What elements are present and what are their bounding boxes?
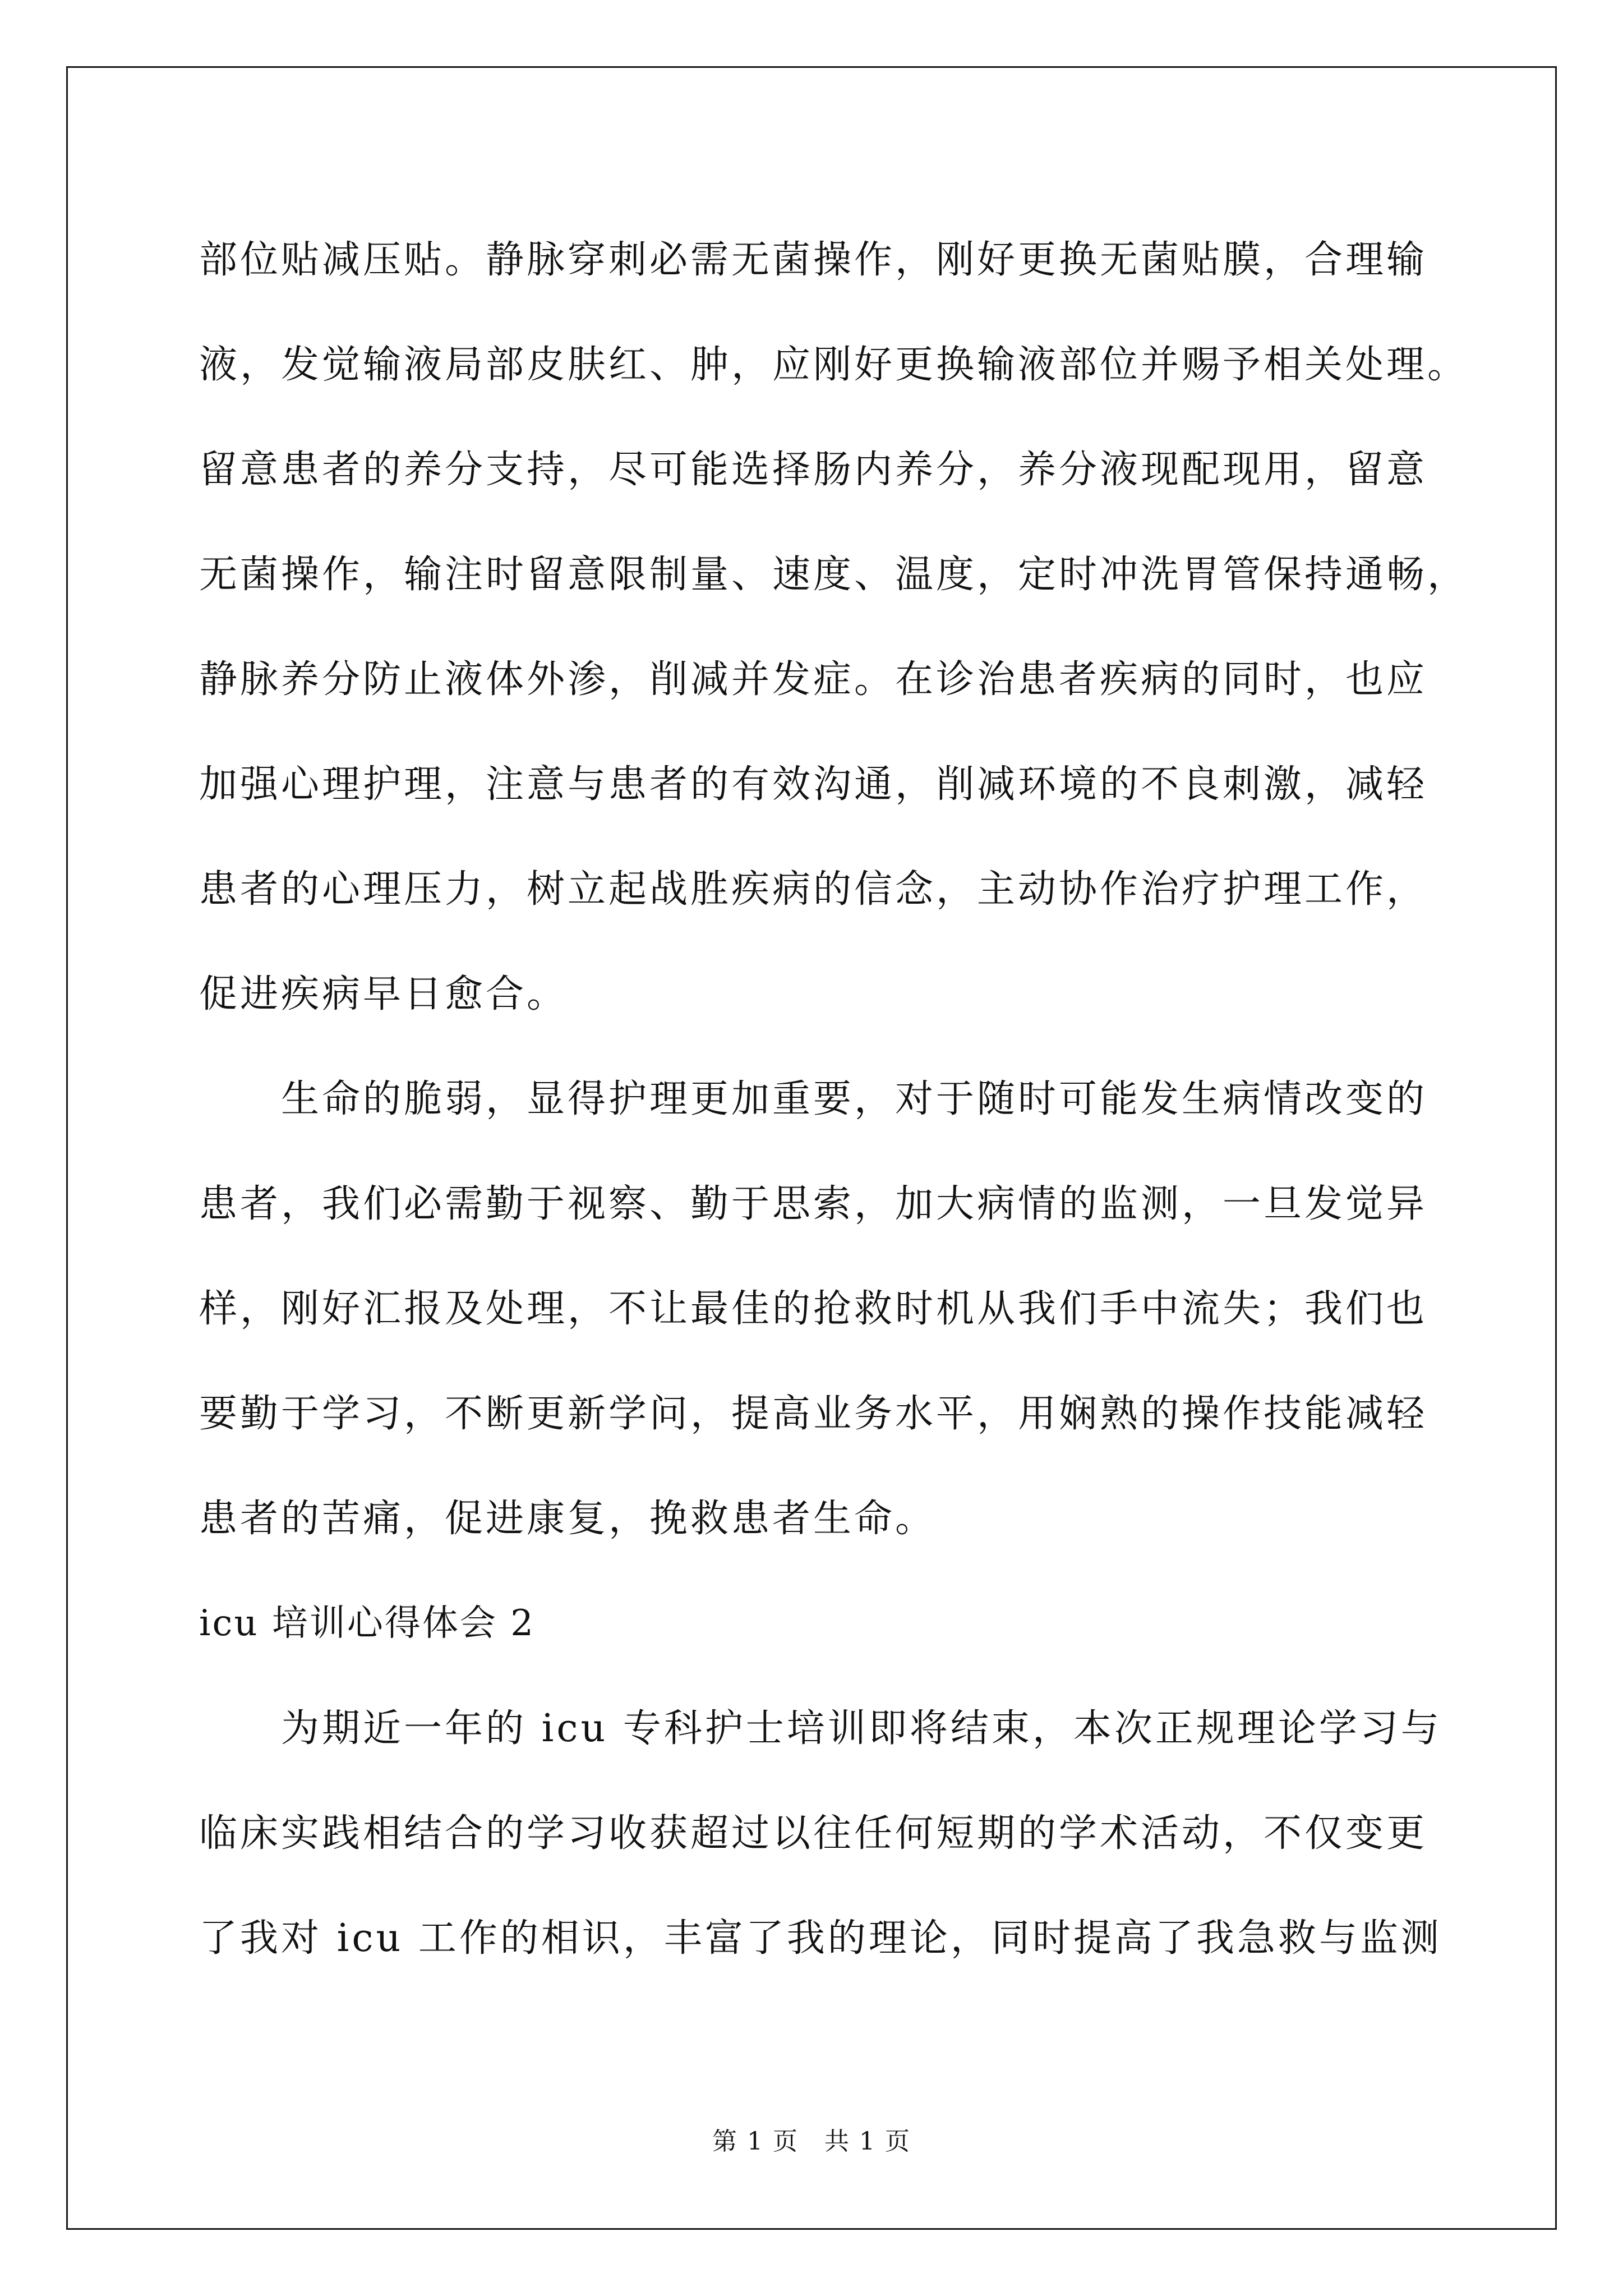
page-number-footer: 第 1 页 共 1 页	[712, 2127, 911, 2156]
text-line: 患者的苦痛，促进康复，挽救患者生命。	[199, 1497, 937, 1541]
text-line: 样，刚好汇报及处理，不让最佳的抢救时机从我们手中流失；我们也	[199, 1287, 1428, 1331]
paragraph-start-line: 为期近一年的 icu 专科护士培训即将结束，本次正规理论学习与	[281, 1706, 1442, 1751]
section-heading: icu 培训心得体会 2	[199, 1603, 535, 1644]
text-line: 静脉养分防止液体外渗，削减并发症。在诊治患者疾病的同时，也应	[199, 657, 1428, 702]
text-line: 了我对 icu 工作的相识，丰富了我的理论，同时提高了我急救与监测	[199, 1916, 1442, 1961]
text-line: 部位贴减压贴。静脉穿刺必需无菌操作，刚好更换无菌贴膜，合理输	[199, 238, 1428, 282]
text-line: 促进疾病早日愈合。	[199, 972, 568, 1016]
text-line: 患者的心理压力，树立起战胜疾病的信念，主动协作治疗护理工作，	[199, 867, 1428, 912]
text-line: 无菌操作，输注时留意限制量、速度、温度，定时冲洗胃管保持通畅，	[199, 553, 1469, 597]
text-line: 液，发觉输液局部皮肤红、肿，应刚好更换输液部位并赐予相关处理。	[199, 343, 1469, 387]
text-line: 患者，我们必需勤于视察、勤于思索，加大病情的监测，一旦发觉异	[199, 1182, 1428, 1226]
text-line: 留意患者的养分支持，尽可能选择肠内养分，养分液现配现用，留意	[199, 448, 1428, 492]
text-line: 要勤于学习，不断更新学问，提高业务水平，用娴熟的操作技能减轻	[199, 1392, 1428, 1436]
text-line: 加强心理护理，注意与患者的有效沟通，削减环境的不良刺激，减轻	[199, 762, 1428, 807]
text-line: 临床实践相结合的学习收获超过以往任何短期的学术活动，不仅变更	[199, 1811, 1428, 1856]
paragraph-start-line: 生命的脆弱，显得护理更加重要，对于随时可能发生病情改变的	[281, 1077, 1428, 1121]
document-body	[199, 208, 1469, 1991]
